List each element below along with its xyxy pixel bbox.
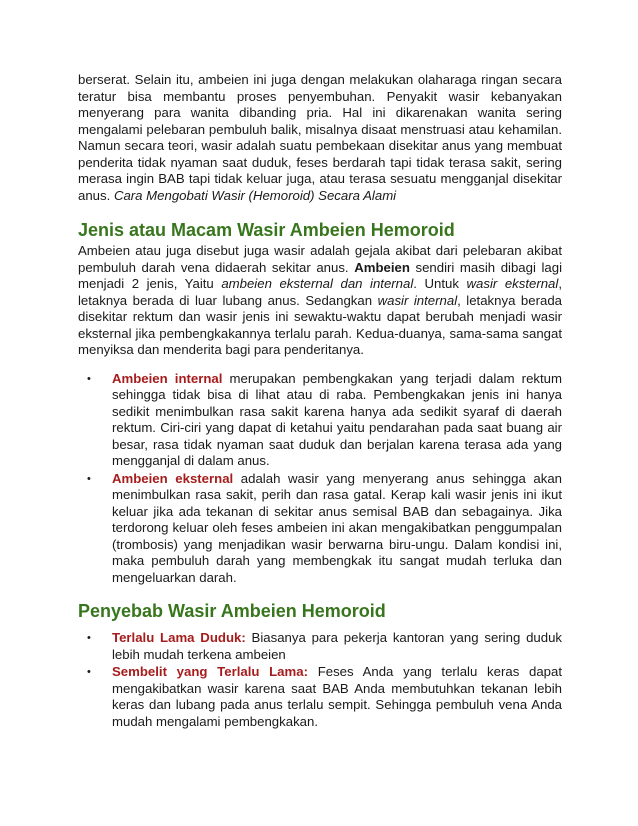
bullet-icon: •	[87, 372, 91, 385]
list-item-text: Feses Anda yang terlalu keras dapat mengakibatkan wasir karena saat BAB Anda membutuhkan tekanan lebih keras dan lubang pada anus terlalu sempit. Sehingga pembuluh vena Anda mudah mengalami pembengkakan.	[112, 664, 562, 729]
jenis-bold-ambeien: Ambeien	[354, 259, 410, 275]
jenis-italic-eksternal: wasir eksternal	[466, 276, 559, 291]
intro-paragraph	[78, 72, 562, 204]
jenis-list	[78, 371, 562, 587]
list-item-term: Sembelit yang Terlalu Lama:	[112, 664, 308, 679]
list-item-text: Biasanya para pekerja kantoran yang sering duduk lebih mudah terkena ambeien	[112, 630, 563, 662]
list-item-term: Terlalu Lama Duduk:	[112, 630, 246, 645]
section-heading-jenis: Jenis atau Macam Wasir Ambeien Hemoroid	[78, 220, 455, 240]
jenis-text-c: sendiri masih dibagi lagi menjadi 2 jenis, Yaitu	[78, 259, 563, 291]
list-item	[78, 664, 562, 730]
bullet-icon: •	[87, 472, 91, 485]
intro-text: berserat. Selain itu, ambeien ini juga dengan melakukan olaharaga ringan secara teratur bisa membantu proses penyembuhan. Penyakit wasir kebanyakan menyerang para wanita dibanding pria. Hal ini dikarenakan wanita sering mengalami pelebaran pembuluh balik, misalnya disaat menstruasi atau kehamilan. Namun secara teori, wasir adalah suatu pembekaan disekitar anus yang membuat penderita tidak nyaman saat duduk, feses berdarah tapi tidak terasa sakit, sering merasa ingin BAB tapi tidak keluar juga, atau terasa sesuatu mengganjal disekitar anus.	[78, 72, 562, 203]
jenis-italic-types: ambeien eksternal dan internal	[221, 276, 414, 291]
document-page	[78, 72, 562, 730]
list-item-term: Ambeien eksternal	[112, 470, 234, 486]
jenis-italic-internal: wasir internal	[377, 292, 458, 308]
jenis-text-i: , letaknya berada disekitar rektum dan wasir jenis ini sewaktu-waktu dapat berubah menjadi wasir eksternal jika pembengkakannya terlalu parah. Kedua-duanya, sama-sama sangat menyiksa dan menderita bagi para penderitanya.	[78, 292, 562, 357]
jenis-text-a: Ambeien atau juga disebut juga wasir adalah gejala akibat dari pelebaran akibat pembuluh darah vena didaerah sekitar anus.	[78, 243, 562, 275]
list-item-term: Ambeien internal	[112, 370, 223, 386]
list-item	[78, 630, 562, 663]
section-heading-penyebab: Penyebab Wasir Ambeien Hemoroid	[78, 601, 386, 621]
jenis-text-e: . Untuk	[413, 276, 459, 291]
list-item-text: merupakan pembengkakan yang terjadi dalam rektum sehingga tidak bisa di lihat atau di raba. Pembengkakan jenis ini hanya sedikit menimbulkan rasa sakit karena hanya ada sedikit syaraf di daerah rektum. Ciri-ciri yang dapat di ketahui yaitu pendarahan pada saat buang air besar, rasa tidak nyaman saat duduk dan berjalan karena terasa ada yang mengganjal di dalam anus.	[112, 370, 562, 468]
list-item	[78, 471, 562, 587]
bullet-icon: •	[87, 666, 91, 678]
penyebab-list	[78, 630, 562, 730]
jenis-paragraph	[78, 243, 562, 359]
jenis-text-g: , letaknya berada di luar lubang anus. Sedangkan	[78, 276, 562, 308]
article-link[interactable]: Cara Mengobati Wasir (Hemoroid) Secara Alami	[113, 187, 397, 203]
list-item	[78, 371, 562, 470]
list-item-text: adalah wasir yang menyerang anus sehingga akan menimbulkan rasa sakit, perih dan rasa gatal. Kerap kali wasir jenis ini ikut keluar jika ada tekanan di sekitar anus semisal BAB dan sebagainya. Jika terdorong keluar oleh feses ambeien ini akan mengakibatkan penggumpalan (trombosis) yang menjadikan wasir berwarna biru-ungu. Dalam kondisi ini, maka pembuluh darah yang membengkak itu sangat mudah terluka dan mengeluarkan darah.	[112, 470, 562, 585]
bullet-icon: •	[87, 632, 91, 644]
